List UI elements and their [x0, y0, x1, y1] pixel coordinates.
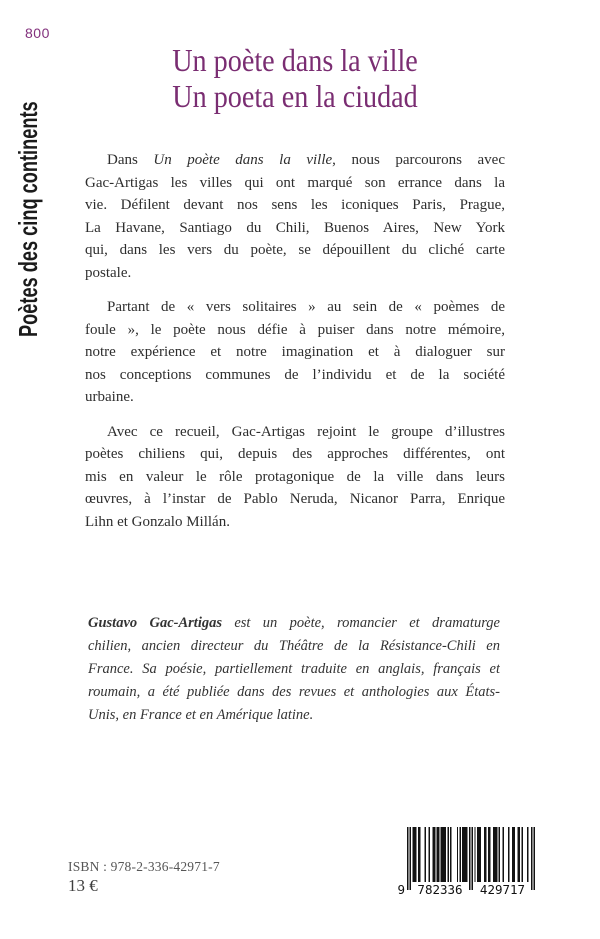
barcode-digit-first: 9 — [394, 883, 405, 897]
text-line: poètes chiliens qui, depuis des approches différentes, ont — [85, 446, 505, 462]
text-line: Partant de « vers solitaires » au sein de « poèmes de — [107, 299, 505, 315]
text-line: notre expérience et notre imagination et à dialoguer sur — [85, 344, 505, 360]
collection-name-vertical: Poètes des cinq continents — [13, 101, 43, 338]
text-line: qui, dans les vers du poète, se dépouillent du cliché carte — [85, 242, 505, 258]
text-line: Unis, en France et en Amérique latine. — [88, 707, 314, 723]
text-line: France. Sa poésie, partiellement traduite en anglais, français et — [88, 661, 500, 677]
text-line: Gustavo Gac-Artigas est un poète, romancier et dramaturge — [88, 615, 500, 631]
text-line: foule », le poète nous défie à puiser dans notre mémoire, — [85, 321, 505, 338]
text-line: chilien, ancien directeur du Théâtre de la Résistance-Chili en — [88, 638, 500, 654]
text-line: postale. — [85, 264, 132, 281]
price-text: 13 € — [68, 876, 98, 895]
collection-number: 800 — [25, 25, 50, 41]
text-line: roumain, a été publiée dans des revues et anthologies aux États- — [88, 684, 500, 700]
ean13-barcode — [397, 827, 535, 898]
text-line: Gac-Artigas les villes qui ont marqué son errance dans la — [85, 174, 505, 191]
text-line: mis en valeur le rôle protagonique de la ville dans leurs — [85, 468, 505, 485]
text-line: urbaine. — [85, 389, 134, 405]
text-line: Avec ce recueil, Gac-Artigas rejoint le groupe d’illustres — [107, 423, 505, 440]
text-line: Lihn et Gonzalo Millán. — [85, 513, 230, 530]
isbn-text: ISBN : 978-2-336-42971-7 — [68, 859, 220, 874]
synopsis-paragraph-1 — [85, 149, 505, 284]
text-line: Dans Un poète dans la ville, nous parcourons avec — [107, 152, 505, 168]
text-line: nos conceptions communes de l’individu et de la société — [85, 366, 505, 383]
synopsis — [85, 149, 505, 533]
barcode-digits-right-group: 429717 — [476, 883, 529, 897]
book-title — [110, 42, 480, 114]
synopsis-paragraph-2 — [85, 296, 505, 409]
barcode-digits-left-group: 782336 — [413, 883, 467, 897]
author-bio — [88, 612, 500, 727]
book-title-french: Un poète dans la ville — [172, 42, 418, 78]
text-line: vie. Défilent devant nos sens les iconiques Paris, Prague, — [85, 197, 505, 213]
text-line: La Havane, Santiago du Chili, Buenos Aires, New York — [85, 219, 505, 236]
text-line: œuvres, à l’instar de Pablo Neruda, Nicanor Parra, Enrique — [85, 491, 505, 507]
book-title-spanish: Un poeta en la ciudad — [172, 78, 418, 114]
synopsis-paragraph-3 — [85, 421, 505, 534]
